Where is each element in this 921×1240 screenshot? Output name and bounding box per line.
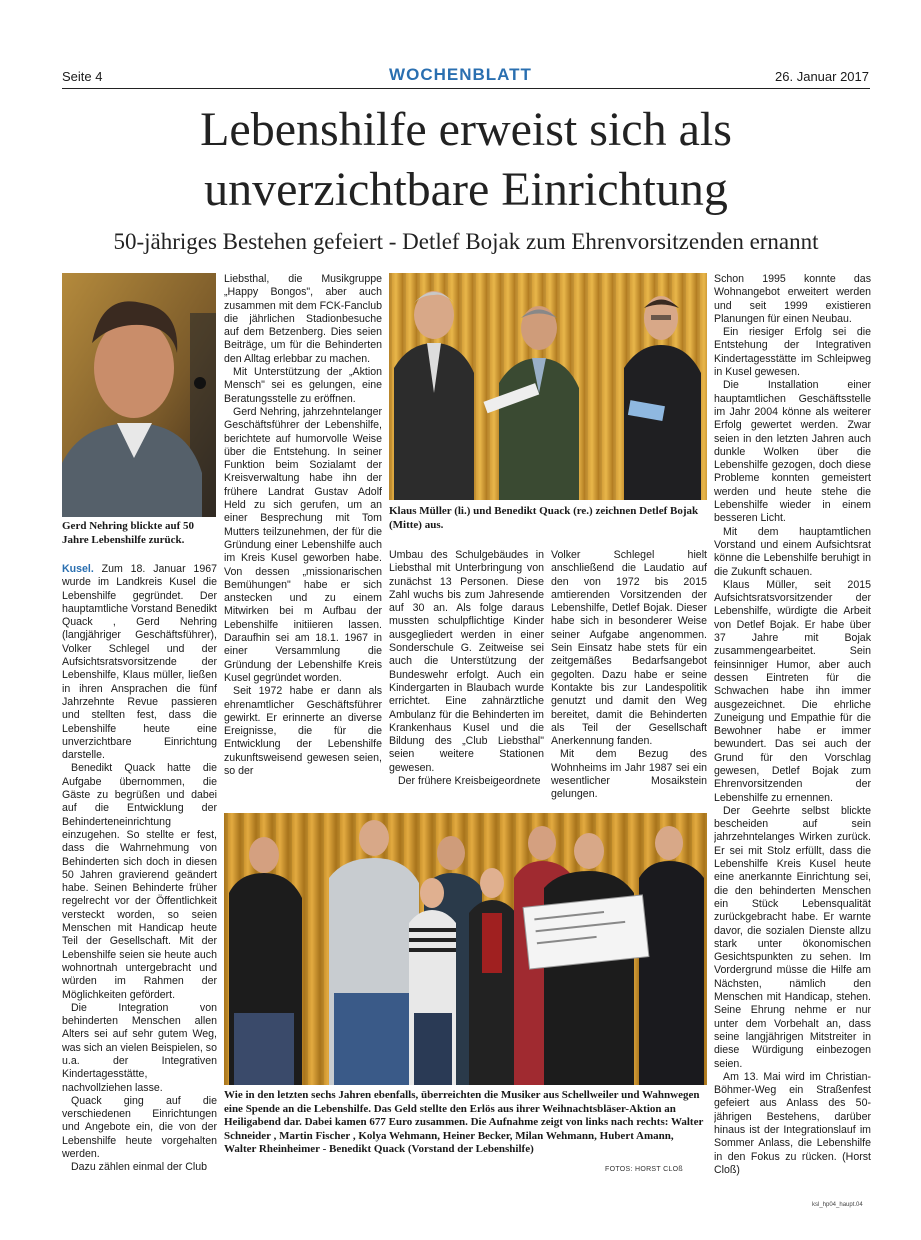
paragraph: Der Geehrte selbst blickte bescheiden auf sein jahrzehntelanges Wirken zurück. Er sei mit Stolz erfüllt, dass die Lebenshilfe Kreis Kusel heute eine anerkannte Einrichtung sei, die den behinderten Menschen ein Stück Lebensqualität zurückgebracht habe. Er warnte davor, die sozialen Dienste allzu stark unter ökonomischen Gesichtspunkten zu sehen. Im Vordergrund müsse die Hilfe am Nächsten, nämlich den Menschen mit Handicap, stehen. Seine Ehrung nehme er nur unter dem Vorbehalt an, dass seine langjährigen Mitstreiter in diese Würdigung einbezogen seien. [714, 804, 871, 1070]
article-column-1 [62, 563, 217, 1190]
award-caption: Klaus Müller (li.) und Benedikt Quack (re.) zeichnen Detlef Bojak (Mitte) aus. [389, 505, 699, 531]
paragraph: Klaus Müller, seit 2015 Aufsichtsratsvorsitzender der Lebenshilfe, würdigte die Arbeit von Detlef Bojak. Er habe über 37 Jahre mit Bojak zusammengearbeitet. Sein feinsinniger Humor, aber auch dessen Eintreten für die Schwachen habe ihn immer ausgezeichnet. Die ehrliche Zuneigung und Empathie für die Bewohner habe er immer bewundert. Das sei auch der Grund für den Vorschlag gewesen, Detlef Bojak zum Ehrenvorsitzenden der Lebenshilfe zu ernennen. [714, 578, 871, 804]
paragraph: Der frühere Kreisbeigeordnete [398, 775, 541, 788]
paragraph: Mit dem Bezug des Wohnheims im Jahr 1987 sei ein wesentlicher Mosaikstein gelungen. [551, 748, 707, 801]
headline [62, 100, 870, 220]
paragraph: Die Installation einer hauptamtlichen Geschäftsstelle im Jahr 2004 könne als weiterer Erfolg gewertet werden. Zwar seien in den letzten Jahren auch dunkle Wolken über die Lebenshilfe gezogen, doch diese Probleme konnten gemeistert werden und heute stehe die Lebenshilfe wieder in einem besseren Licht. [714, 379, 871, 525]
paragraph: Umbau des Schulgebäudes in Liebsthal mit Unterbringung von zunächst 13 Personen. Diese Zahl wuchs bis zum Jahresende auf 30 an. Als folge daraus mussten schulpflichtige Kinder ausgegliedert werden in einer Sonderschule G. Zeitweise sei auch die Unterstützung der Bundeswehr erfolgt. Auch ein Kindergarten in Blaubach wurde errichtet. Eine zahnärztliche Ambulanz für die Behinderten im Krankenhaus Kusel und die Bildung des „Club Liebsthal" seien weitere Stationen gewesen. [389, 549, 544, 774]
paragraph: Ein riesiger Erfolg sei die Entstehung der Integrativen Kindertagesstätte im Schleipweg in Kusel gewesen. [714, 326, 871, 379]
paragraph: Mit dem hauptamtlichen Vorstand und einem Aufsichtsrat könne die Lebenshilfe beruhigt in die Zukunft schauen. [714, 525, 871, 578]
photo-credit: FOTOS: HORST CLOß [605, 1166, 683, 1173]
paragraph: Am 13. Mai wird im Christian-Böhmer-Weg ein Straßenfest gefeiert aus Anlass des 50-jährigen Bestehens, darüber hinaus ist der Integrationslauf im Sommer Anlass, die Lebenshilfe in den Fokus zu rücken. (Horst Cloß) [714, 1070, 871, 1176]
footer-code: ksl_hp04_haupt.04 [812, 1202, 863, 1208]
headline-line-1: Lebenshilfe erweist sich als [200, 103, 732, 156]
paragraph: Die Integration von behinderten Menschen allen Alters sei auf sehr gutem Weg, was sich an vielen Beispielen, so u.a. der Integrativen Kindertagesstätte, nachvollziehen lasse. [62, 1001, 217, 1094]
paragraph: Gerd Nehring, jahrzehntelanger Geschäftsführer der Lebenshilfe, berichtete auf humorvolle Weise über die Entstehung. In seiner Funktion beim Sozialamt der Kreisverwaltung habe ihn der frühere Landrat Gustav Adolf Held zu sich gerufen, um an einer Besprechung mit Tom Mutters teilzunehmen, der für die Gründung einer Lebenshilfe auch im Kreis Kusel geworben habe. Von dessen „missionarischen Bemühungen" habe er sich anstecken und zu einem Mitwirken bei m Aufbau der Lebenshilfe initiieren lassen. Daraufhin sei am 18.1. 1967 in einer Versammlung die Gründung der Lebenshilfe Kreis Kusel gegründet worden. [224, 405, 382, 684]
subheadline: 50-jähriges Bestehen gefeiert - Detlef Bojak zum Ehrenvorsitzenden ernannt [113, 229, 819, 254]
article-column-5 [714, 273, 871, 1191]
paragraph: Seit 1972 habe er dann als ehrenamtlicher Geschäftsführer gewirkt. Er erinnerte an diverse Ereignisse, die für die Entwicklung der Lebenshilfe zukunftsweisend gewesen seien, so der [224, 685, 382, 777]
article-column-4 [551, 549, 707, 803]
article-column-3 [389, 549, 544, 803]
newspaper-brand: WOCHENBLATT [389, 65, 532, 84]
portrait-caption: Gerd Nehring blickte auf 50 Jahre Lebenshilfe zurück. [62, 520, 194, 546]
page-number: Seite 4 [62, 69, 103, 84]
paragraph: Volker Schlegel hielt anschließend die Laudatio auf den von 1972 bis 2015 amtierenden Vorsitzenden der Lebenshilfe, Detlef Bojak. Dieser habe sich in besonderer Weise seiner Aufgabe angenommen. Sein Einsatz habe stets für ein zeitgemäßes Bedarfsangebot gegolten. Dazu habe er seine Kontakte bis zur Landespolitik genutzt und damit den Weg bereitet, damit die Behinderten als Teil der Gesellschaft Anerkennung fanden. [551, 549, 707, 748]
paragraph: Mit Unterstützung der „Aktion Mensch" sei es gelungen, eine Beratungsstelle zu eröffnen. [224, 366, 382, 405]
paragraph-lead-text: Zum 18. Januar 1967 wurde im Landkreis Kusel die Lebenshilfe gegründet. Der hauptamtliche Vorstand Benedikt Quack , Gerd Nehring (langjähriger Geschäftsführer), Volker Schlegel und der Aufsichtsratsvorsitzende der Lebenshilfe, Klaus müller, ließen in ihren Ansprachen die fünf Jahrzehnte Revue passieren und stellten fest, dass die Lebenshilfe heute eine unverzichtbare Einrichtung darstelle. [62, 563, 217, 762]
header-divider [62, 88, 870, 89]
issue-date: 26. Januar 2017 [775, 69, 869, 84]
portrait-photo [62, 273, 216, 517]
award-photo [389, 273, 707, 500]
paragraph: Liebsthal, die Musikgruppe „Happy Bongos", aber auch zusammen mit dem FCK-Fanclub die jährlichen Stadionbesuche auf dem Betzenberg. Dies seien Beiträge, um für die Behinderten den Alltag erlebbar zu machen. [224, 273, 382, 365]
headline-line-2: unverzichtbare Einrichtung [204, 163, 728, 216]
paragraph: Benedikt Quack hatte die Aufgabe übernommen, die Gäste zu begrüßen und dabei auf die Entwicklung der Behinderteneinrichtung einzugehen. So stellte er fest, dass die Wahrnehmung von Behinderten sich doch in diesen 50 Jahren gravierend geändert habe. Seinen Behinderte früher regelrecht vor der Öffentlichkeit versteckt worden, so seien Menschen mit Handicap heute Teil der Gesellschaft. Mit der Lebenshilfe seien sie heute auch wohnortnah untergebracht und würden im Rahmen der Möglichkeiten gefördert. [62, 762, 217, 1001]
article-column-2 [224, 273, 382, 803]
dateline-place: Kusel. [62, 563, 94, 575]
paragraph: Schon 1995 konnte das Wohnangebot erweitert werden und seit 1999 existieren Planungen für einen Neubau. [714, 273, 871, 325]
group-caption: Wie in den letzten sechs Jahren ebenfalls, überreichten die Musiker aus Schellweiler und Wahnwegen eine Spende an die Lebenshilfe. Das Geld stellte den Erlös aus ihrer Weihnachtsbläser-Aktion an Heiligabend dar. Dabei kamen 677 Euro zusammen. Die Aufnahme zeigt von links nach rechts: Walter Schneider , Martin Fischer , Kolya Wehmann, Heiner Becker, Milan Wehmann, Hubert Amann, Walter Rheinheimer - Benedikt Quack (Vorstand der Lebenshilfe) [224, 1089, 704, 1155]
paragraph: Dazu zählen einmal der Club [71, 1161, 208, 1174]
group-photo [224, 813, 707, 1085]
paragraph-lead [62, 563, 217, 762]
paragraph: Quack ging auf die verschiedenen Einrichtungen und Angebote ein, die von der Lebenshilfe heute vorgehalten werden. [62, 1094, 217, 1161]
